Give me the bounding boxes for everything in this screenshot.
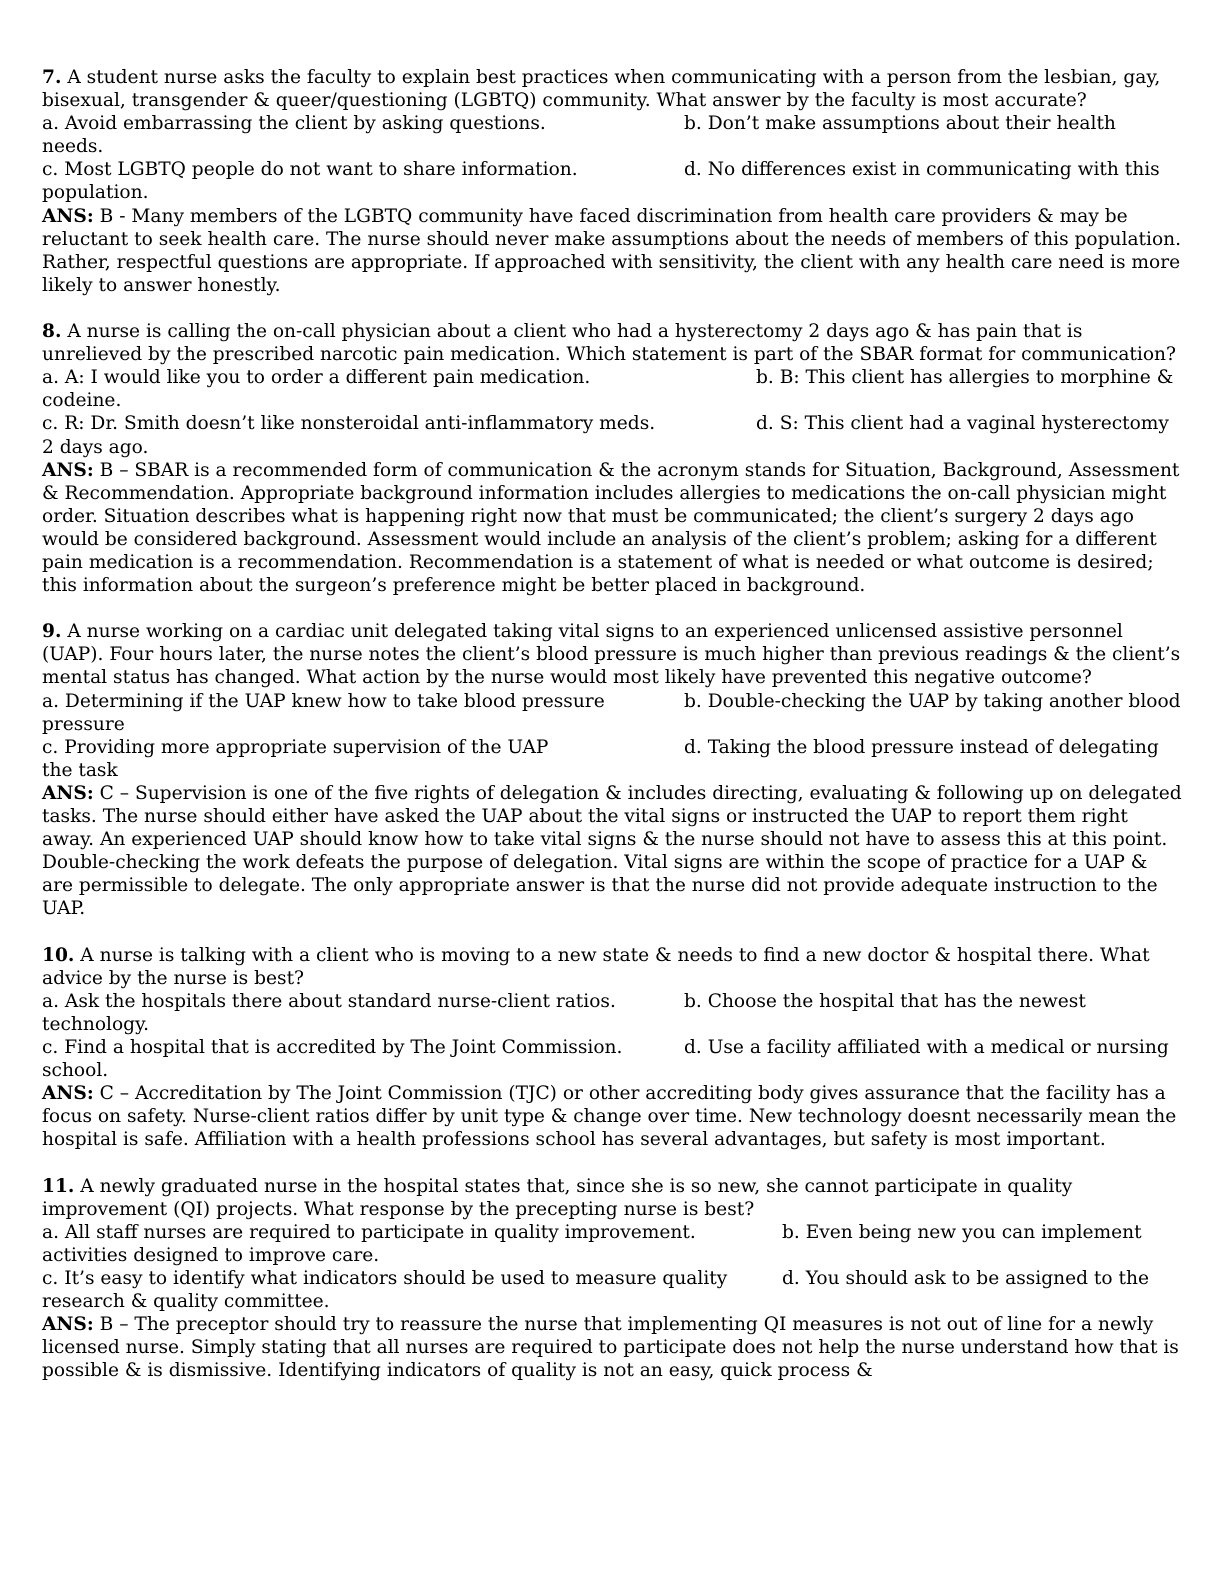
answer-label: ANS: [42,459,94,481]
answer-text: B - Many members of the LGBTQ community have faced discrimination from health care providers & may be reluctant to seek health care. The nurse should never make assumptions about the needs of members of this population. Rather, respectful questions are appropriate. If approached with sensitivity, the client with any health care need is more likely to answer honestly. [42,205,1182,296]
answer-label: ANS: [42,205,94,227]
question-text: A nurse is talking with a client who is moving to a new state & needs to find a new doctor & hospital there. What advice by the nurse is best? [42,944,1150,989]
question-number: 10. [42,944,75,966]
option-d: d. You should ask to be assigned to the research & quality committee. [42,1267,1149,1312]
options-line-1 [42,112,1182,158]
question-number: 9. [42,621,62,643]
question-stem [42,66,1182,112]
question-number: 7. [42,67,62,88]
option-a: a. A: I would like you to order a different pain medication. [42,367,591,389]
question-11 [42,1175,1182,1383]
question-stem [42,620,1182,689]
option-b: b. Choose the hospital that has the newest technology. [42,990,1086,1035]
option-d: d. No differences exist in communicating with this population. [42,159,1160,204]
options-line-1 [42,690,1182,736]
answer-label: ANS: [42,1314,94,1336]
options-line-1 [42,990,1182,1036]
question-8 [42,320,1182,597]
answer-text: B – SBAR is a recommended form of communication & the acronym stands for Situation, Background, Assessment & Recommendation. Appropriate background information includes allergies to medications the on-call physician might order. Situation describes what is happening right now that must be communicated; the client’s surgery 2 days ago would be considered background. Assessment would include an analysis of the client’s problem; asking for a different pain medication is a recommendation. Recommendation is a statement of what is needed or what outcome is desired; this information about the surgeon’s preference might be better placed in background. [42,459,1180,597]
question-9 [42,620,1182,920]
document-page [42,66,1182,1382]
option-b: b. Double-checking the UAP by taking another blood pressure [42,690,1181,735]
answer [42,459,1182,598]
question-text: A newly graduated nurse in the hospital states that, since she is so new, she cannot participate in quality improvement (QI) projects. What response by the precepting nurse is best? [42,1175,1073,1220]
question-stem [42,1175,1182,1221]
option-b: b. Even being new you can implement activities designed to improve care. [42,1221,1142,1266]
options-line-2 [42,158,1182,204]
question-7 [42,66,1182,297]
question-text: A student nurse asks the faculty to explain best practices when communicating with a person from the lesbian, gay, bisexual, transgender & queer/questioning (LGBTQ) community. What answer by the faculty is most accurate? [42,67,1161,112]
answer-label: ANS: [42,1083,94,1105]
option-b: b. B: This client has allergies to morphine & codeine. [42,367,1174,412]
question-stem [42,944,1182,990]
option-a: a. Ask the hospitals there about standard nurse-client ratios. [42,990,616,1012]
option-a: a. Determining if the UAP knew how to take blood pressure [42,690,605,712]
answer-text: B – The preceptor should try to reassure the nurse that implementing QI measures is not out of line for a newly licensed nurse. Simply stating that all nurses are required to participate does not help the nurse understand how that is possible & is dismissive. Identifying indicators of quality is not an easy, quick process & [42,1314,1179,1382]
option-d: d. Use a facility affiliated with a medical or nursing school. [42,1036,1169,1082]
option-c: c. Providing more appropriate supervision of the UAP [42,736,549,758]
question-stem [42,320,1182,366]
answer [42,782,1182,921]
option-c: c. It’s easy to identify what indicators should be used to measure quality [42,1267,728,1289]
option-c: c. R: Dr. Smith doesn’t like nonsteroidal anti-inflammatory meds. [42,413,656,435]
option-c: c. Find a hospital that is accredited by The Joint Commission. [42,1036,623,1058]
options-line-2 [42,1036,1182,1082]
option-d: d. Taking the blood pressure instead of delegating the task [42,736,1159,781]
option-d: d. S: This client had a vaginal hysterectomy 2 days ago. [42,413,1169,458]
answer-label: ANS: [42,782,94,804]
option-a: a. Avoid embarrassing the client by asking questions. [42,113,546,135]
question-number: 11. [42,1175,75,1197]
question-text: A nurse is calling the on-call physician about a client who had a hysterectomy 2 days ago & has pain that is unrelieved by the prescribed narcotic pain medication. Which statement is part of the SBAR format for communication? [42,321,1176,366]
question-10 [42,944,1182,1152]
options-line-1 [42,366,1182,412]
option-a: a. All staff nurses are required to participate in quality improvement. [42,1221,696,1243]
answer-text: C – Supervision is one of the five rights of delegation & includes directing, evaluating & following up on delegated tasks. The nurse should either have asked the UAP about the vital signs or instructed the UAP to report them right away. An experienced UAP should know how to take vital signs & the nurse should not have to assess this at this point. Double-checking the work defeats the purpose of delegation. Vital signs are within the scope of practice for a UAP & are permissible to delegate. The only appropriate answer is that the nurse did not provide adequate instruction to the UAP. [42,782,1182,920]
answer [42,1313,1182,1382]
options-line-1 [42,1221,1182,1267]
question-text: A nurse working on a cardiac unit delegated taking vital signs to an experienced unlicensed assistive personnel (UAP). Four hours later, the nurse notes the client’s blood pressure is much higher than previous readings & the client’s mental status has changed. What action by the nurse would most likely have prevented this negative outcome? [42,621,1181,689]
options-line-2 [42,1267,1182,1313]
answer [42,1082,1182,1151]
answer-text: C – Accreditation by The Joint Commission (TJC) or other accrediting body gives assurance that the facility has a focus on safety. Nurse-client ratios differ by unit type & change over time. New technology doesnt necessarily mean the hospital is safe. Affiliation with a health professions school has several advantages, but safety is most important. [42,1083,1177,1151]
options-line-2 [42,412,1182,458]
option-b: b. Don’t make assumptions about their health needs. [42,113,1116,158]
question-number: 8. [42,321,62,343]
options-line-2 [42,736,1182,782]
answer [42,205,1182,297]
option-c: c. Most LGBTQ people do not want to share information. [42,159,578,181]
